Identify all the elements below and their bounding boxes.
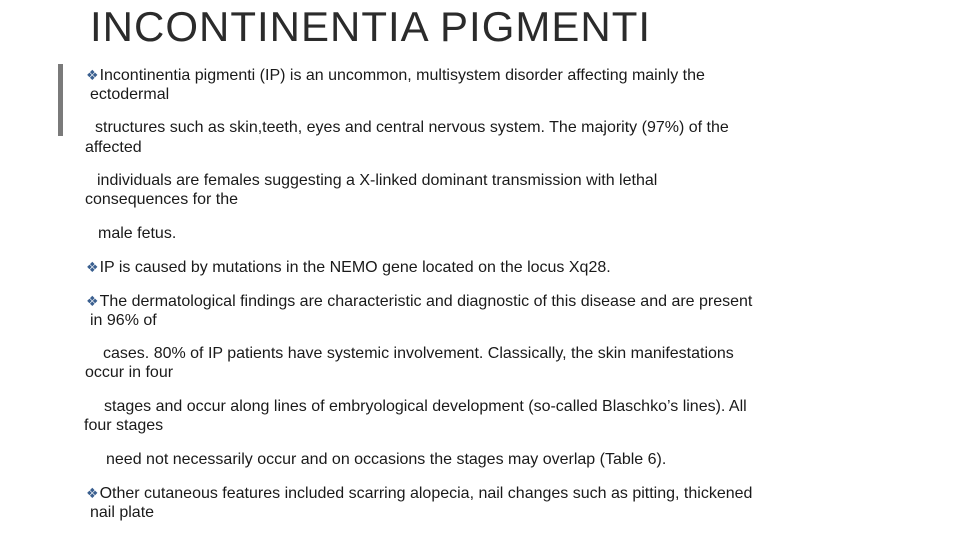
title-accent-bar xyxy=(58,64,63,136)
bullet-icon: ❖ xyxy=(86,259,99,275)
text-line: in 96% of xyxy=(90,312,157,329)
bullet-icon: ❖ xyxy=(86,485,99,501)
text-line: individuals are females suggesting a X-linked dominant transmission with lethal xyxy=(97,172,658,189)
text-line: occur in four xyxy=(85,364,174,381)
slide-title: INCONTINENTIA PIGMENTI xyxy=(90,3,652,50)
text-line: ❖Other cutaneous features included scarring alopecia, nail changes such as pitting, thickened xyxy=(86,485,753,502)
text-line: ❖The dermatological findings are characteristic and diagnostic of this disease and are present xyxy=(86,293,753,310)
text-line: ❖Incontinentia pigmenti (IP) is an uncommon, multisystem disorder affecting mainly the xyxy=(86,67,705,84)
text-line: cases. 80% of IP patients have systemic involvement. Classically, the skin manifestations xyxy=(103,345,734,362)
text-line: four stages xyxy=(84,417,164,434)
text-line: ❖IP is caused by mutations in the NEMO gene located on the locus Xq28. xyxy=(86,259,611,276)
bullet-icon: ❖ xyxy=(86,293,99,309)
text-line: affected xyxy=(85,139,142,156)
text-line: structures such as skin,teeth, eyes and central nervous system. The majority (97%) of the xyxy=(95,119,729,136)
text-line: ectodermal xyxy=(90,86,170,103)
text-line: nail plate xyxy=(90,504,155,521)
text-line: consequences for the xyxy=(85,191,238,208)
text-line: male fetus. xyxy=(98,225,177,242)
text-line: stages and occur along lines of embryological development (so-called Blaschko’s lines). All xyxy=(104,398,747,415)
bullet-icon: ❖ xyxy=(86,67,99,83)
text-line: need not necessarily occur and on occasions the stages may overlap (Table 6). xyxy=(106,451,667,468)
